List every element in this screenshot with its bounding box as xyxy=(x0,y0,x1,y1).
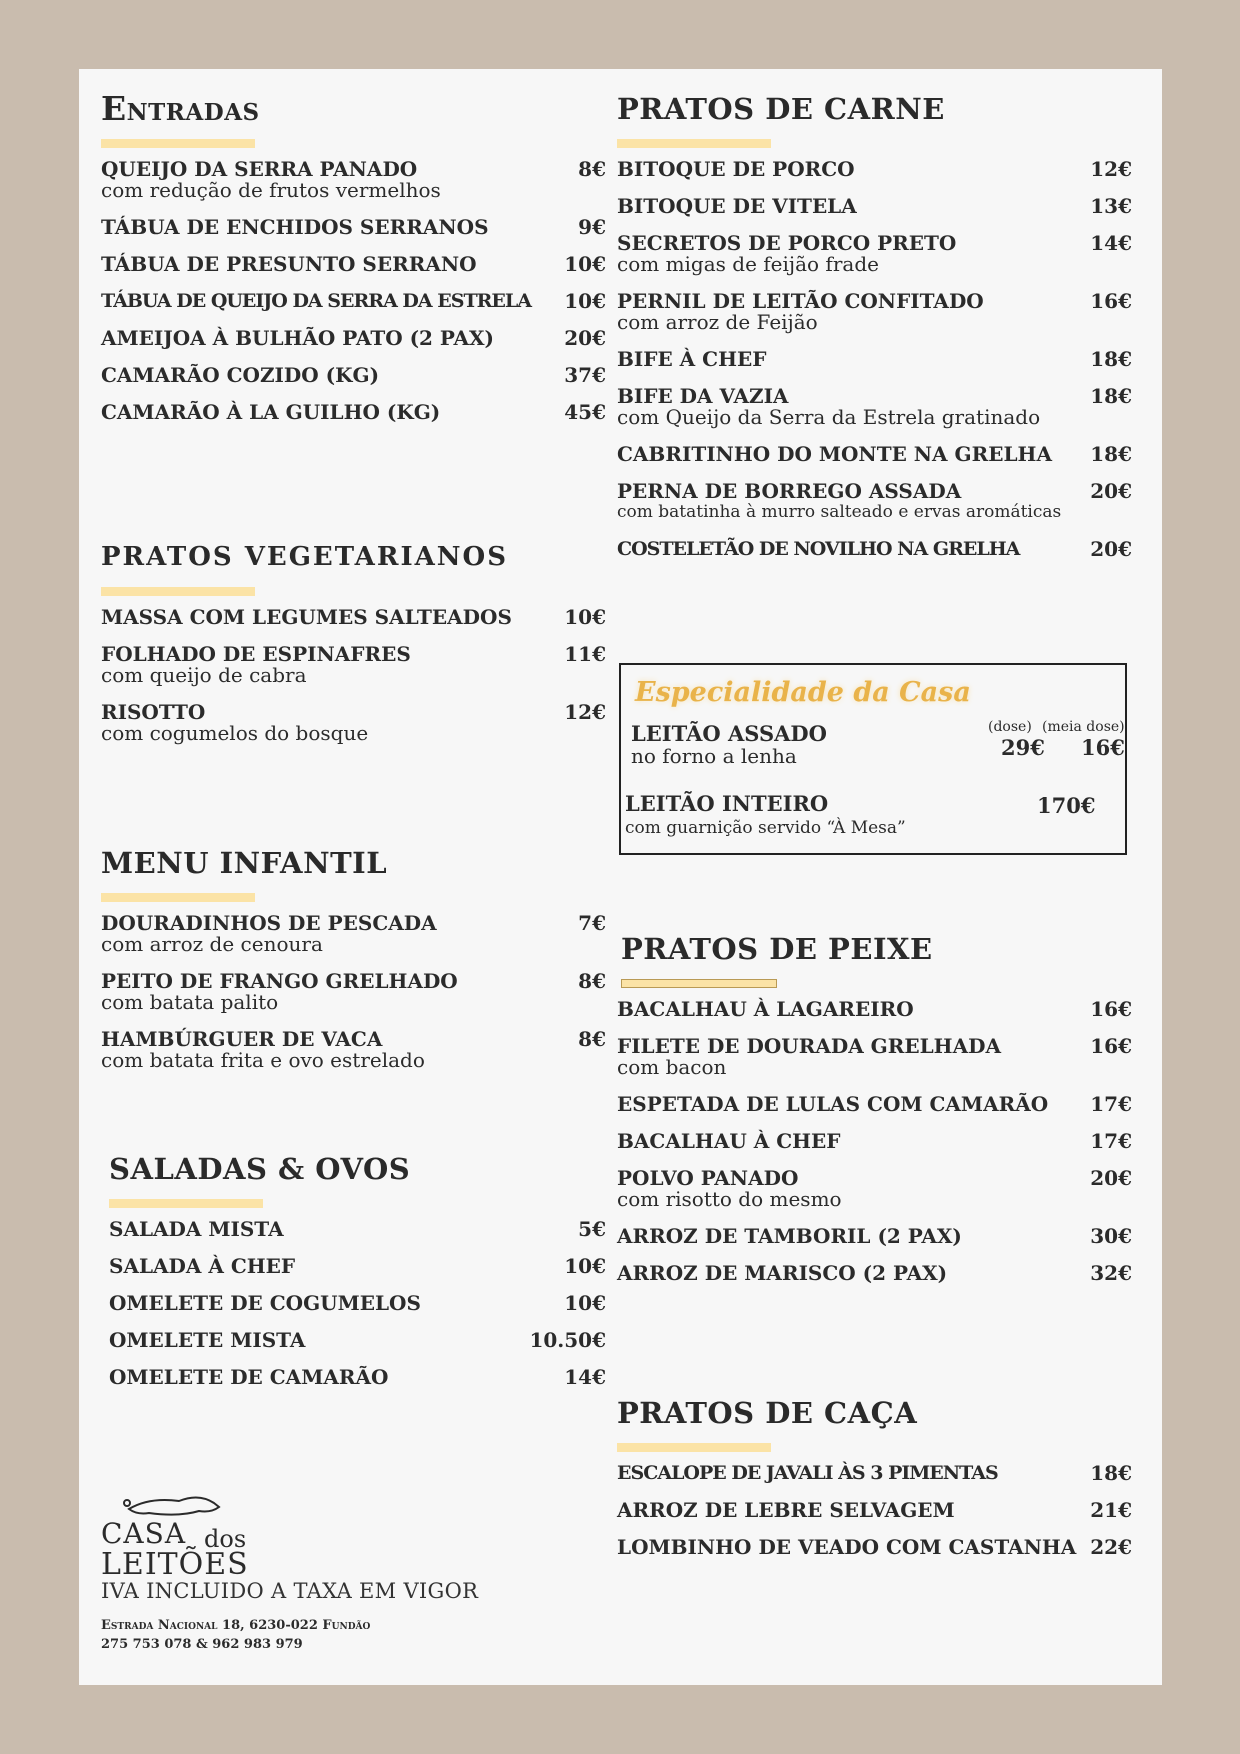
specialty-box xyxy=(619,663,1127,855)
menu-item-price: 20€ xyxy=(1090,537,1132,561)
menu-item xyxy=(109,1329,606,1351)
menu-item-description: com redução de frutos vermelhos xyxy=(101,178,441,202)
menu-item-price: 8€ xyxy=(578,157,606,181)
menu-item xyxy=(101,1028,606,1071)
menu-item xyxy=(101,606,606,628)
title-underline xyxy=(101,139,255,148)
menu-item xyxy=(101,364,606,386)
menu-item xyxy=(617,1462,1132,1484)
menu-item-name: AMEIJOA À BULHÃO PATO (2 PAX) xyxy=(101,326,495,350)
menu-item-name: TÁBUA DE QUEIJO DA SERRA DA ESTRELA xyxy=(101,290,531,312)
menu-item-description: com batata palito xyxy=(101,990,279,1014)
menu-item-description: com Queijo da Serra da Estrela gratinado xyxy=(617,405,1041,429)
menu-item xyxy=(617,1262,1132,1284)
section-title: PRATOS DE PEIXE xyxy=(621,932,933,966)
title-underline xyxy=(617,139,771,148)
menu-item-price: 17€ xyxy=(1090,1092,1132,1116)
menu-item-description: com arroz de cenoura xyxy=(101,932,323,956)
section-infantil xyxy=(101,845,606,1086)
menu-item xyxy=(617,1130,1132,1152)
menu-item-price: 17€ xyxy=(1090,1129,1132,1153)
logo-text-dos: dos xyxy=(204,1525,247,1553)
section-title: SALADAS & OVOS xyxy=(109,1152,411,1186)
menu-item xyxy=(101,216,606,238)
menu-item-name: TÁBUA DE ENCHIDOS SERRANOS xyxy=(101,215,489,239)
menu-item xyxy=(101,401,606,423)
menu-item-price: 8€ xyxy=(578,969,606,993)
title-underline xyxy=(101,893,255,902)
menu-item-price: 16€ xyxy=(1090,289,1132,313)
leitao-assado-price-half: 16€ xyxy=(1081,735,1125,760)
menu-item-price: 45€ xyxy=(564,400,606,424)
menu-item-name: ESCALOPE DE JAVALI ÀS 3 PIMENTAS xyxy=(617,1462,998,1484)
menu-item-name: BACALHAU À LAGAREIRO xyxy=(617,997,914,1021)
title-underline xyxy=(617,1443,771,1452)
menu-item-name: FOLHADO DE ESPINAFRES xyxy=(101,642,411,666)
menu-item-name: POLVO PANADO xyxy=(617,1166,799,1190)
menu-item-name: QUEIJO DA SERRA PANADO xyxy=(101,157,418,181)
menu-item-description: com cogumelos do bosque xyxy=(101,721,369,745)
menu-item-price: 20€ xyxy=(564,326,606,350)
leitao-assado-name: LEITÃO ASSADO xyxy=(631,721,827,746)
menu-item-price: 10€ xyxy=(564,605,606,629)
menu-item-name: ARROZ DE MARISCO (2 PAX) xyxy=(617,1261,948,1285)
menu-item-name: FILETE DE DOURADA GRELHADA xyxy=(617,1034,1001,1058)
phone-line: 275 753 078 & 962 983 979 xyxy=(101,1637,303,1652)
leitao-inteiro-name: LEITÃO INTEIRO xyxy=(625,791,829,816)
menu-item-name: BACALHAU À CHEF xyxy=(617,1129,841,1153)
menu-item-price: 18€ xyxy=(1090,347,1132,371)
menu-item-price: 8€ xyxy=(578,1027,606,1051)
casa-dos-leitoes-logo xyxy=(101,1489,261,1582)
section-entradas xyxy=(101,91,606,438)
menu-item xyxy=(101,158,606,201)
menu-page xyxy=(79,69,1162,1685)
menu-item-name: OMELETE DE CAMARÃO xyxy=(109,1365,389,1389)
menu-item-description: com arroz de Feijão xyxy=(617,310,818,334)
section-saladas xyxy=(109,1151,606,1403)
menu-item-description: com bacon xyxy=(617,1055,727,1079)
menu-item-name: TÁBUA DE PRESUNTO SERRANO xyxy=(101,252,477,276)
menu-item xyxy=(101,643,606,686)
section-peixe xyxy=(617,931,1132,1299)
leitao-assado-price-dose: 29€ xyxy=(1001,735,1045,760)
address-line: Estrada Nacional 18, 6230-022 Fundão xyxy=(101,1618,371,1633)
menu-item-price: 22€ xyxy=(1090,1535,1132,1559)
section-title: MENU INFANTIL xyxy=(101,846,388,880)
menu-item-name: MASSA COM LEGUMES SALTEADOS xyxy=(101,605,512,629)
menu-item xyxy=(109,1255,606,1277)
menu-item-price: 10.50€ xyxy=(529,1328,606,1352)
menu-item-name: HAMBÚRGUER DE VACA xyxy=(101,1027,383,1051)
menu-item-price: 14€ xyxy=(564,1365,606,1389)
menu-item xyxy=(101,970,606,1013)
menu-item-price: 20€ xyxy=(1090,479,1132,503)
menu-item xyxy=(101,701,606,744)
menu-item xyxy=(617,538,1132,560)
menu-item-name: OMELETE DE COGUMELOS xyxy=(109,1291,421,1315)
section-vegetarianos xyxy=(101,539,606,759)
address-block xyxy=(101,1616,370,1654)
menu-item xyxy=(101,327,606,349)
section-title: PRATOS DE CARNE xyxy=(617,92,945,126)
menu-item xyxy=(101,290,606,312)
menu-item-name: OMELETE MISTA xyxy=(109,1328,306,1352)
menu-item xyxy=(617,1536,1132,1558)
menu-item-name: LOMBINHO DE VEADO COM CASTANHA xyxy=(617,1535,1077,1559)
menu-item-name: ARROZ DE LEBRE SELVAGEM xyxy=(617,1498,955,1522)
menu-item xyxy=(617,195,1132,217)
menu-item-description: com migas de feijão frade xyxy=(617,252,879,276)
menu-item-name: CAMARÃO COZIDO (KG) xyxy=(101,363,380,387)
leitao-inteiro-price: 170€ xyxy=(1037,793,1096,818)
menu-item xyxy=(617,1093,1132,1115)
menu-item-name: DOURADINHOS DE PESCADA xyxy=(101,911,437,935)
menu-item-name: ARROZ DE TAMBORIL (2 PAX) xyxy=(617,1224,962,1248)
menu-item xyxy=(617,1167,1132,1210)
menu-item xyxy=(109,1366,606,1388)
menu-item-price: 10€ xyxy=(564,252,606,276)
menu-item-price: 30€ xyxy=(1090,1224,1132,1248)
menu-item-price: 16€ xyxy=(1090,997,1132,1021)
menu-item-price: 7€ xyxy=(578,911,606,935)
menu-item-price: 10€ xyxy=(564,1291,606,1315)
menu-item-price: 9€ xyxy=(578,215,606,239)
title-underline xyxy=(101,587,255,596)
half-dose-header: (meia dose) xyxy=(1042,719,1125,735)
menu-item-price: 10€ xyxy=(564,1254,606,1278)
section-title: Entradas xyxy=(101,89,260,128)
menu-item-price: 18€ xyxy=(1090,442,1132,466)
menu-item-price: 16€ xyxy=(1090,1034,1132,1058)
menu-item xyxy=(617,158,1132,180)
menu-item-price: 18€ xyxy=(1090,384,1132,408)
menu-item-name: BITOQUE DE PORCO xyxy=(617,157,855,181)
menu-item xyxy=(617,1225,1132,1247)
menu-item-price: 32€ xyxy=(1090,1261,1132,1285)
menu-item-description: com risotto do mesmo xyxy=(617,1187,842,1211)
menu-item xyxy=(617,1499,1132,1521)
menu-item-name: ESPETADA DE LULAS COM CAMARÃO xyxy=(617,1092,1049,1116)
menu-item-name: CABRITINHO DO MONTE NA GRELHA xyxy=(617,442,1052,466)
menu-item-price: 10€ xyxy=(564,289,606,313)
logo-text-casa: CASA xyxy=(101,1517,187,1550)
section-title: PRATOS DE CAÇA xyxy=(617,1396,918,1430)
menu-item-price: 14€ xyxy=(1090,231,1132,255)
menu-item-price: 21€ xyxy=(1090,1498,1132,1522)
menu-item xyxy=(109,1218,606,1240)
tax-note: IVA INCLUIDO A TAXA EM VIGOR xyxy=(101,1579,479,1603)
menu-item xyxy=(617,1035,1132,1078)
menu-item-name: COSTELETÃO DE NOVILHO NA GRELHA xyxy=(617,538,1020,560)
menu-item xyxy=(101,253,606,275)
menu-item-description: com batatinha à murro salteado e ervas aromáticas xyxy=(617,502,1062,522)
menu-item xyxy=(617,480,1132,523)
menu-item-name: BIFE DA VAZIA xyxy=(617,384,789,408)
menu-item-price: 11€ xyxy=(564,642,606,666)
menu-item-price: 12€ xyxy=(564,700,606,724)
menu-item-price: 18€ xyxy=(1090,1461,1132,1485)
logo-text-leitoes: LEITÕES xyxy=(101,1547,249,1582)
title-underline xyxy=(621,979,777,988)
section-carne xyxy=(617,91,1132,575)
menu-item xyxy=(617,348,1132,370)
menu-item-name: CAMARÃO À LA GUILHO (KG) xyxy=(101,400,441,424)
menu-item-name: SALADA À CHEF xyxy=(109,1254,296,1278)
menu-item-price: 13€ xyxy=(1090,194,1132,218)
menu-item xyxy=(617,232,1132,275)
leitao-assado-desc: no forno a lenha xyxy=(631,744,797,768)
menu-item xyxy=(617,290,1132,333)
menu-item-name: BIFE À CHEF xyxy=(617,347,767,371)
menu-item xyxy=(617,998,1132,1020)
menu-item xyxy=(101,912,606,955)
menu-item-name: PEITO DE FRANGO GRELHADO xyxy=(101,969,458,993)
dose-header: (dose) xyxy=(988,719,1032,735)
menu-item-price: 5€ xyxy=(578,1217,606,1241)
menu-item-description: com queijo de cabra xyxy=(101,663,307,687)
menu-item-name: PERNA DE BORREGO ASSADA xyxy=(617,479,962,503)
menu-item-description: com batata frita e ovo estrelado xyxy=(101,1048,425,1072)
pig-icon xyxy=(119,1489,229,1519)
title-underline xyxy=(109,1199,263,1208)
section-title: PRATOS VEGETARIANOS xyxy=(101,542,508,572)
menu-item-name: PERNIL DE LEITÃO CONFITADO xyxy=(617,289,984,313)
menu-item xyxy=(617,443,1132,465)
menu-item-name: RISOTTO xyxy=(101,700,206,724)
menu-item xyxy=(109,1292,606,1314)
section-caca xyxy=(617,1395,1132,1573)
menu-item-price: 12€ xyxy=(1090,157,1132,181)
menu-item-name: SECRETOS DE PORCO PRETO xyxy=(617,231,957,255)
leitao-inteiro-desc: com guarnição servido “À Mesa” xyxy=(625,818,906,838)
menu-item xyxy=(617,385,1132,428)
menu-item-name: SALADA MISTA xyxy=(109,1217,284,1241)
menu-item-name: BITOQUE DE VITELA xyxy=(617,194,857,218)
specialty-title: Especialidade da Casa xyxy=(635,677,971,708)
menu-item-price: 20€ xyxy=(1090,1166,1132,1190)
menu-item-price: 37€ xyxy=(564,363,606,387)
